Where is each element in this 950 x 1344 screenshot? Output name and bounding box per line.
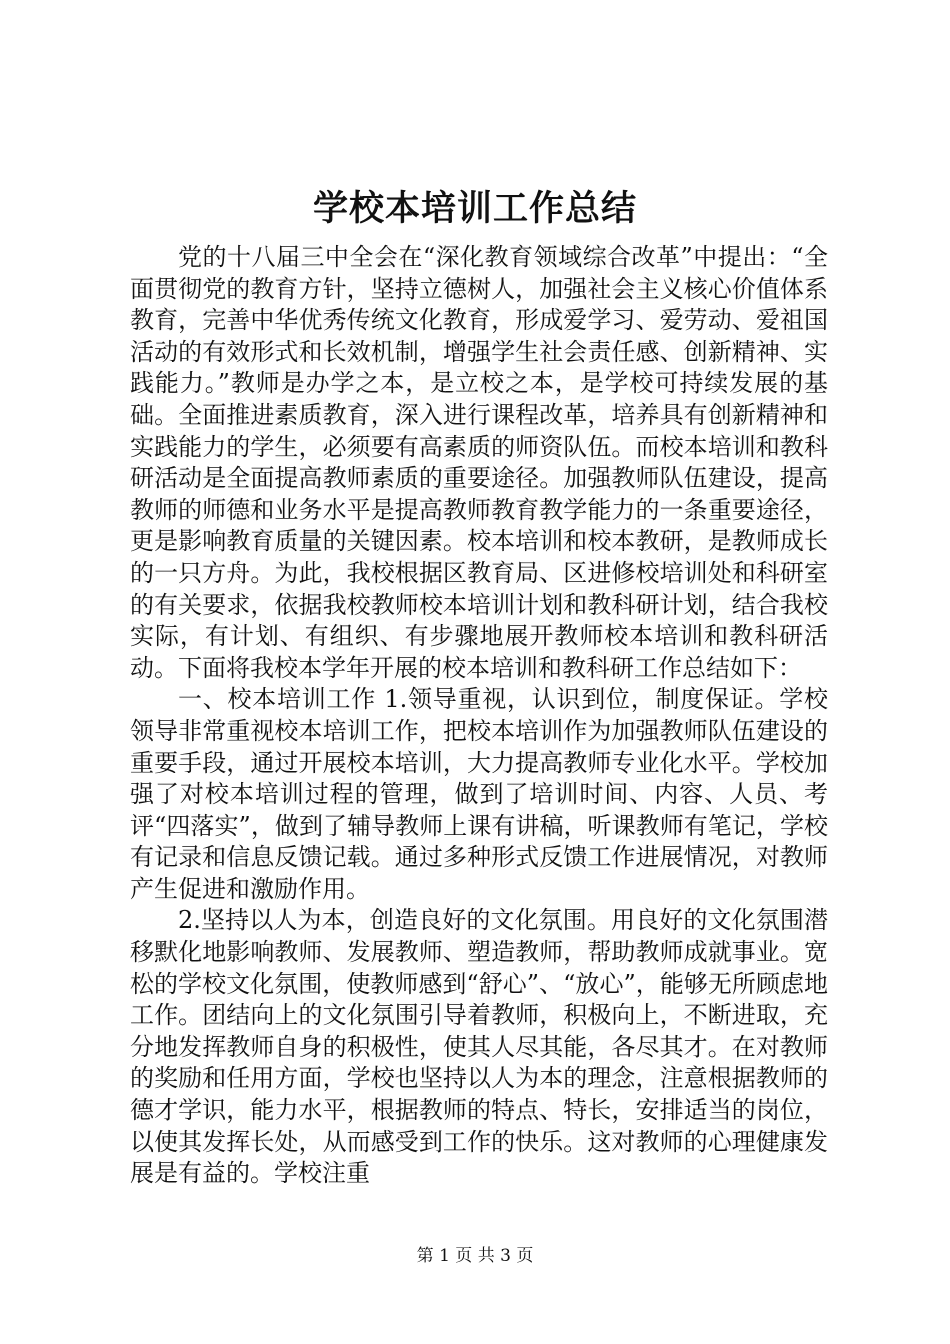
document-body [130,242,828,1190]
page-number-footer: 第 1 页 共 3 页 [416,1246,534,1266]
document-title: 学校本培训工作总结 [312,188,637,229]
paragraph-intro: 党的十八届三中全会在“深化教育领域综合改革”中提出：“全面贯彻党的教育方针，坚持立德树人，加强社会主义核心价值体系教育，完善中华优秀传统文化教育，形成爱学习、爱劳动、爱祖国活动的有效形式和长效机制，增强学生社会责任感、创新精神、实践能力。”教师是办学之本，是立校之本，是学校可持续发展的基础。全面推进素质教育，深入进行课程改革，培养具有创新精神和实践能力的学生，必须要有高素质的师资队伍。而校本培训和教科研活动是全面提高教师素质的重要途径。加强教师队伍建设，提高教师的师德和业务水平是提高教师教育教学能力的一条重要途径，更是影响教育质量的关键因素。校本培训和校本教研，是教师成长的一只方舟。为此，我校根据区教育局、区进修校培训处和科研室的有关要求，依据我校教师校本培训计划和教科研计划，结合我校实际，有计划、有组织、有步骤地展开教师校本培训和教科研活动。下面将我校本学年开展的校本培训和教科研工作总结如下： [130,243,828,682]
paragraph-section-one: 一、校本培训工作 1.领导重视，认识到位，制度保证。学校领导非常重视校本培训工作，把校本培训作为加强教师队伍建设的重要手段，通过开展校本培训，大力提高教师专业化水平。学校加强了对校本培训过程的管理，做到了培训时间、内容、人员、考评“四落实”，做到了辅导教师上课有讲稿，听课教师有笔记，学校有记录和信息反馈记载。通过多种形式反馈工作进展情况，对教师产生促进和激励作用。 [130,685,828,903]
paragraph-section-two: 2.坚持以人为本，创造良好的文化氛围。用良好的文化氛围潜移默化地影响教师、发展教师、塑造教师，帮助教师成就事业。宽松的学校文化氛围，使教师感到“舒心”、“放心”，能够无所顾虑地工作。团结向上的文化氛围引导着教师，积极向上，不断进取，充分地发挥教师自身的积极性，使其人尽其能，各尽其才。在对教师的奖励和任用方面，学校也坚持以人为本的理念，注意根据教师的德才学识，能力水平，根据教师的特点、特长，安排适当的岗位，以使其发挥长处，从而感受到工作的快乐。这对教师的心理健康发展是有益的。学校注重 [130,906,828,1188]
